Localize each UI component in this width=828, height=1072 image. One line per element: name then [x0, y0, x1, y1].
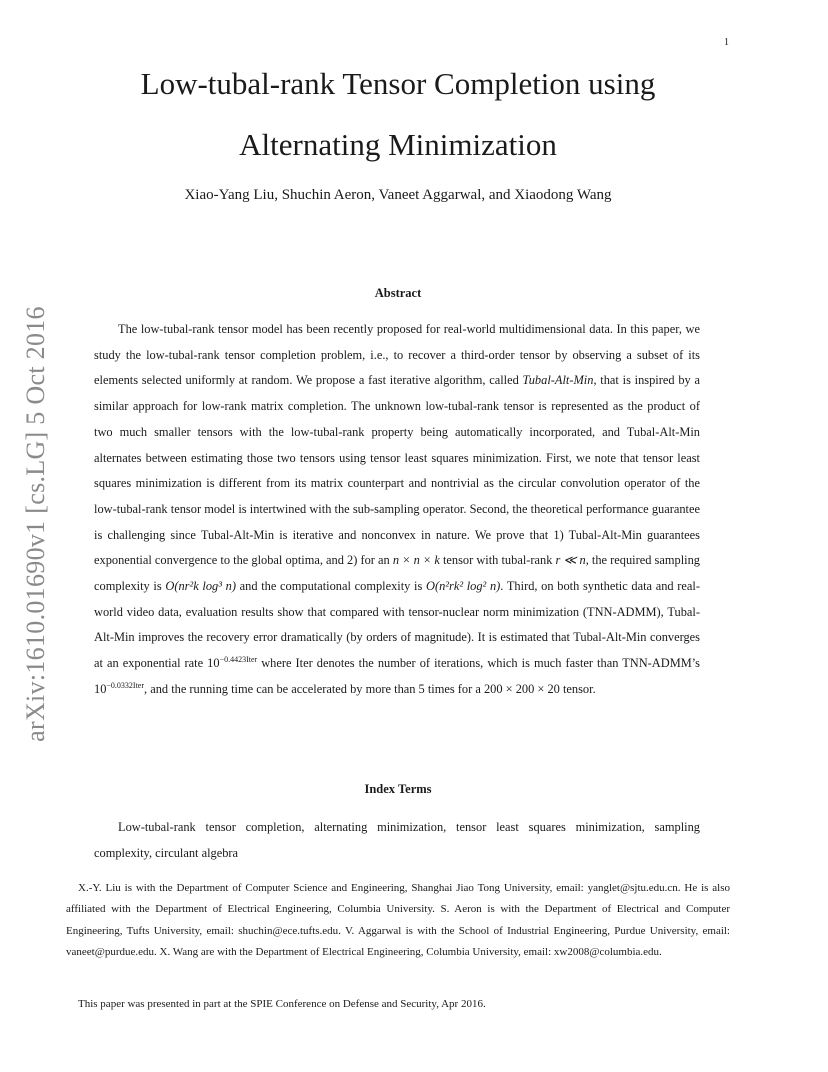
- math-rate-tubal: [207, 656, 257, 670]
- affiliation-footnote: X.-Y. Liu is with the Department of Computer Science and Engineering, Shanghai Jiao Tong University, email: yanglet@sjtu.edu.cn. He is also affiliated with the Department of Electrical Engineering, Columbia University. S. Aeron is with the Department of Electrical and Computer Engineering, Tufts University, email: shuchin@ece.tufts.edu. V. Aggarwal is with the School of Industrial Engineering, Purdue University, email: vaneet@purdue.edu. X. Wang are with the Department of Electrical Engineering, Columbia University, email: xw2008@columbia.edu.: [66, 882, 730, 959]
- math-tensor-size: 200 × 200 × 20: [483, 681, 560, 696]
- page-number: 1: [724, 37, 729, 48]
- abstract-text-2: , that is inspired by a similar approach for low-rank matrix completion. The unknown low-tubal-rank tensor is represented as the product of two much smaller tensors with the low-tubal-rank property being automatically incorporated, and Tubal-Alt-Min alternates between estimating those two tensors using tensor least squares minimization. First, we note that tensor least squares minimization is different from its matrix counterpart and nontrivial as the circular convolution operator of the low-tubal-rank tensor model is intertwined with the sub-sampling operator. Second, the theoretical performance guarantee is challenging since Tubal-Alt-Min is iterative and nonconvex in nature. We prove that 1) Tubal-Alt-Min guarantees exponential convergence to the global optima, and 2) for an: [94, 373, 700, 568]
- author-list: Xiao-Yang Liu, Shuchin Aeron, Vaneet Aggarwal, and Xiaodong Wang: [184, 187, 612, 203]
- abstract-text-3: tensor with tubal-rank: [439, 553, 556, 568]
- conference-footnote: This paper was presented in part at the SPIE Conference on Defense and Security, Apr 2016.: [78, 998, 486, 1010]
- math-computational-complexity: O(n²rk² log² n): [426, 579, 501, 594]
- abstract-body: [94, 317, 700, 703]
- arxiv-watermark: arXiv:1610.01690v1 [cs.LG] 5 Oct 2016: [21, 306, 50, 742]
- abstract-text-7: where Iter denotes the number of iterations, which is much faster than TNN-ADMM’s: [257, 656, 700, 671]
- math-sampling-complexity: O(nr²k log³ n): [165, 579, 236, 594]
- abstract-text-5: and the computational complexity is: [235, 579, 427, 594]
- paper-title-line-1: Low-tubal-rank Tensor Completion using: [140, 66, 656, 101]
- abstract-text-9: tensor.: [559, 681, 596, 696]
- rate-admm-base: 10: [94, 681, 107, 696]
- abstract-text-1: The low-tubal-rank tensor model has been recently proposed for real-world multidimensional data. In this paper, we study the low-tubal-rank tensor completion problem, i.e., to recover a third-order tensor by observing a subset of its elements selected uniformly at random. We propose a fast iterative algorithm, called: [94, 322, 700, 388]
- abstract-heading: Abstract: [374, 286, 422, 300]
- rate-tubal-base: 10: [207, 656, 220, 671]
- rate-admm-exponent: −0.0332Iter: [106, 680, 145, 690]
- paper-title-line-2: Alternating Minimization: [239, 127, 557, 162]
- rate-tubal-exponent: −0.4423Iter: [219, 655, 258, 665]
- math-rank-condition: r ≪ n: [555, 553, 586, 568]
- algorithm-name: Tubal-Alt-Min: [522, 373, 594, 388]
- abstract-text-4: , the required sampling complexity is: [94, 553, 700, 594]
- math-rate-admm: [94, 682, 144, 696]
- index-terms-body: Low-tubal-rank tensor completion, alternating minimization, tensor least squares minimization, sampling complexity, circulant algebra: [94, 820, 700, 860]
- math-tensor-dims: n × n × k: [392, 553, 440, 568]
- abstract-text-8: , and the running time can be accelerated by more than 5 times for a: [144, 681, 484, 696]
- abstract-text-6: . Third, on both synthetic data and real-world video data, evaluation results show that compared with tensor-nuclear norm minimization (TNN-ADMM), Tubal-Alt-Min improves the recovery error dramatically (by orders of magnitude). It is estimated that Tubal-Alt-Min converges at an exponential rate: [94, 579, 700, 671]
- index-terms-heading: Index Terms: [364, 782, 432, 796]
